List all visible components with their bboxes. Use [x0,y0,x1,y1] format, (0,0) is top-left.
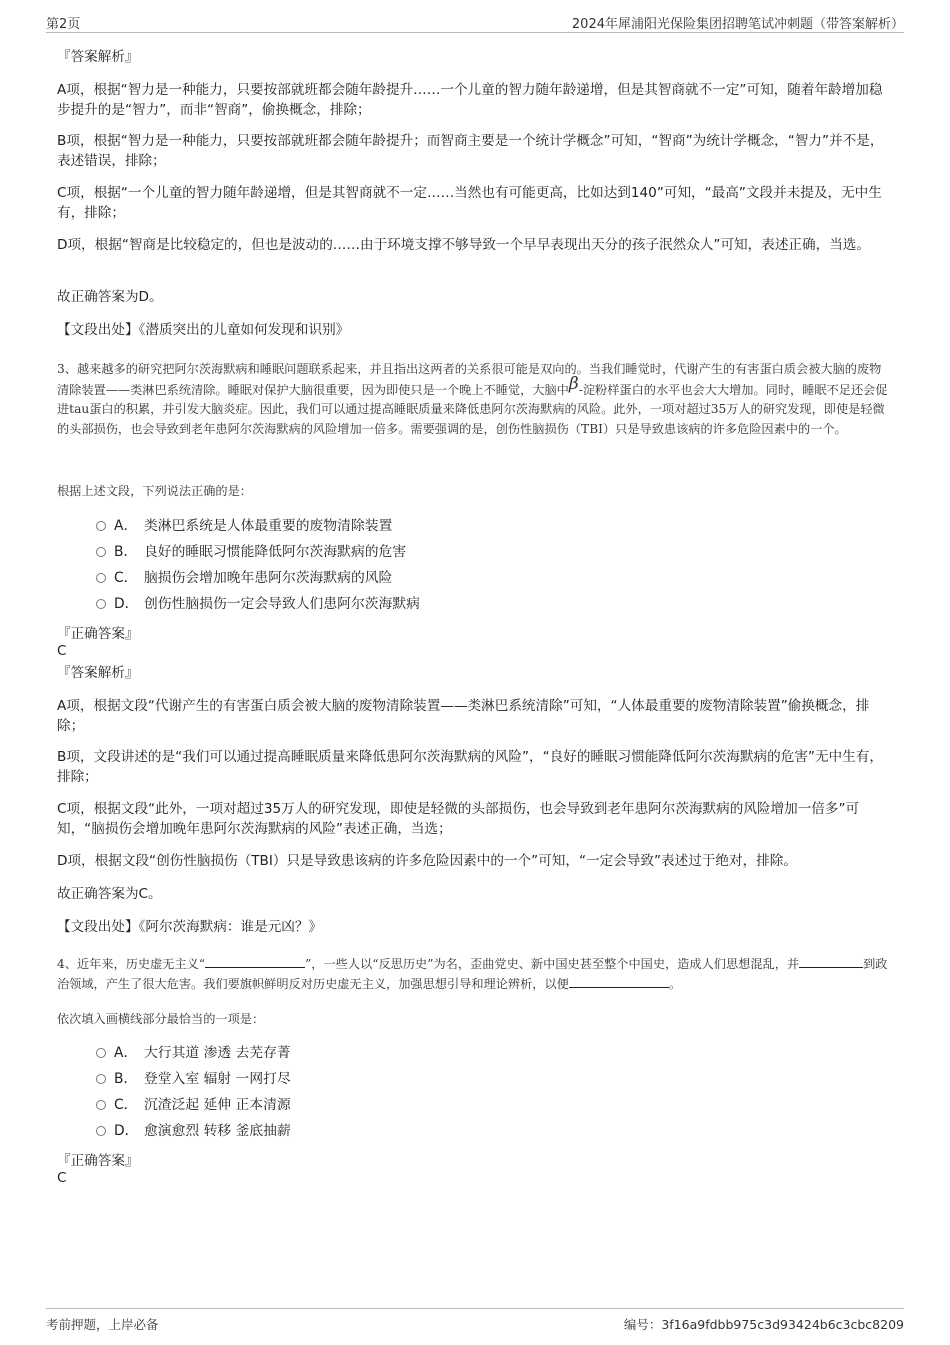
q3-analysis-label: 『答案解析』 [57,665,139,681]
q4-answer: C [57,1170,67,1186]
q2-analysis-c: C项，根据“一个儿童的智力随年龄递增，但是其智商就不一定……当然也有可能更高，比如达到140”可知，“最高”文段并未提及，无中生有，排除； [57,185,882,221]
q3-answer-label: 『正确答案』 [57,626,139,642]
q3-option-d[interactable]: D． 创伤性脑损伤一定会导致人们患阿尔茨海默病 [96,593,420,615]
radio-icon[interactable] [96,1048,106,1058]
blank-2 [799,955,863,968]
radio-icon[interactable] [96,547,106,557]
q3-answer: C [57,643,67,659]
radio-icon[interactable] [96,573,106,583]
q3-analysis-a: A项，根据文段“代谢产生的有害蛋白质会被大脑的废物清除装置——类淋巴系统清除”可知，“人体最重要的废物清除装置”偷换概念，排除； [57,698,870,734]
q3-option-c[interactable]: C． 脑损伤会增加晚年患阿尔茨海默病的风险 [96,567,392,589]
q2-source: 【文段出处】《潜质突出的儿童如何发现和识别》 [57,322,350,338]
q2-analysis-b: B项，根据“智力是一种能力，只要按部就班都会随年龄提升；而智商主要是一个统计学概念”可知，“智商”为统计学概念，“智力”并不是，表述错误，排除； [57,133,884,169]
q2-analysis-label: 『答案解析』 [57,49,139,65]
q3-passage [57,360,893,439]
footer-slogan: 考前押题，上岸必备 [46,1317,159,1332]
radio-icon[interactable] [96,521,106,531]
q4-option-c[interactable]: C． 沉渣泛起 延伸 正本清源 [96,1094,291,1116]
page-number: 第2页 [46,17,81,32]
beta-symbol: β [568,373,579,394]
q3-option-b[interactable]: B． 良好的睡眠习惯能降低阿尔茨海默病的危害 [96,541,406,563]
radio-icon[interactable] [96,1100,106,1110]
q3-source: 【文段出处】《阿尔茨海默病：谁是元凶？》 [57,919,323,935]
q3-passage-part2: -淀粉样蛋白的水平也会大大增加。同时，睡眠不足还会促进tau蛋白的积累，并引发大脑炎症。因此，我们可以通过提高睡眠质量来降低患阿尔茨海默病的风险。此外，一项对超过35万人的研究发现，即使是轻微的头部损伤，也会导致到老年患阿尔茨海默病的风险增加一倍多。需要强调的是，创伤性脑损伤（TBI）只是导致患该病的许多危险因素中的一个。 [57,382,888,436]
radio-icon[interactable] [96,599,106,609]
radio-icon[interactable] [96,1074,106,1084]
document-title: 2024年犀浦阳光保险集团招聘笔试冲刺题（带答案解析） [571,17,904,32]
page-footer [46,1308,904,1335]
q3-analysis-b: B项，文段讲述的是“我们可以通过提高睡眠质量来降低患阿尔茨海默病的风险”，“良好的睡眠习惯能降低阿尔茨海默病的危害”无中生有，排除； [57,749,883,785]
q4-option-b[interactable]: B． 登堂入室 辐射 一网打尽 [96,1068,291,1090]
blank-3 [569,975,669,988]
q2-analysis-d: D项，根据“智商是比较稳定的，但也是波动的……由于环境支撑不够导致一个早早表现出天分的孩子泯然众人”可知，表述正确，当选。 [57,237,870,253]
q3-option-a[interactable]: A． 类淋巴系统是人体最重要的废物清除装置 [96,515,392,537]
q3-passage-part1: 3、越来越多的研究把阿尔茨海默病和睡眠问题联系起来，并且指出这两者的关系很可能是双向的。当我们睡觉时，代谢产生的有害蛋白质会被大脑的废物清除装置——类淋巴系统清除。睡眠对保护大脑很重要，因为即使只是一个晚上不睡觉，大脑中 [57,362,882,397]
q3-conclusion: 故正确答案为C。 [57,886,162,902]
radio-icon[interactable] [96,1126,106,1136]
q4-passage: 4、近年来，历史虚无主义“ ”，一些人以“反思历史”为名，歪曲党史、新中国史甚至整个中国史，造成人们思想混乱，并 到政治领域，产生了很大危害。我们要旗帜鲜明反对历史虚无主义，加强思想引导和理论辨析，以便 。 [57,957,888,991]
page-header [46,10,904,33]
blank-1 [205,955,305,968]
q2-conclusion: 故正确答案为D。 [57,289,163,305]
q4-answer-label: 『正确答案』 [57,1153,139,1169]
q4-prompt: 依次填入画横线部分最恰当的一项是： [57,1012,265,1026]
footer-code: 编号：3f16a9fdbb975c3d93424b6c3cbc8209 [623,1317,904,1332]
q3-analysis-d: D项，根据文段“创伤性脑损伤（TBI）只是导致患该病的许多危险因素中的一个”可知，“一定会导致”表述过于绝对，排除。 [57,853,797,869]
q2-analysis-a: A项，根据“智力是一种能力，只要按部就班都会随年龄提升……一个儿童的智力随年龄递增，但是其智商就不一定”可知，随着年龄增加稳步提升的是“智力”，而非“智商”，偷换概念，排除； [57,82,883,118]
q3-prompt: 根据上述文段，下列说法正确的是： [57,484,252,498]
q4-option-d[interactable]: D． 愈演愈烈 转移 釜底抽薪 [96,1120,291,1142]
q4-option-a[interactable]: A． 大行其道 渗透 去芜存菁 [96,1042,291,1064]
q3-analysis-c: C项，根据文段“此外，一项对超过35万人的研究发现，即使是轻微的头部损伤，也会导致到老年患阿尔茨海默病的风险增加一倍多”可知，“脑损伤会增加晚年患阿尔茨海默病的风险”表述正确，当选； [57,801,860,837]
